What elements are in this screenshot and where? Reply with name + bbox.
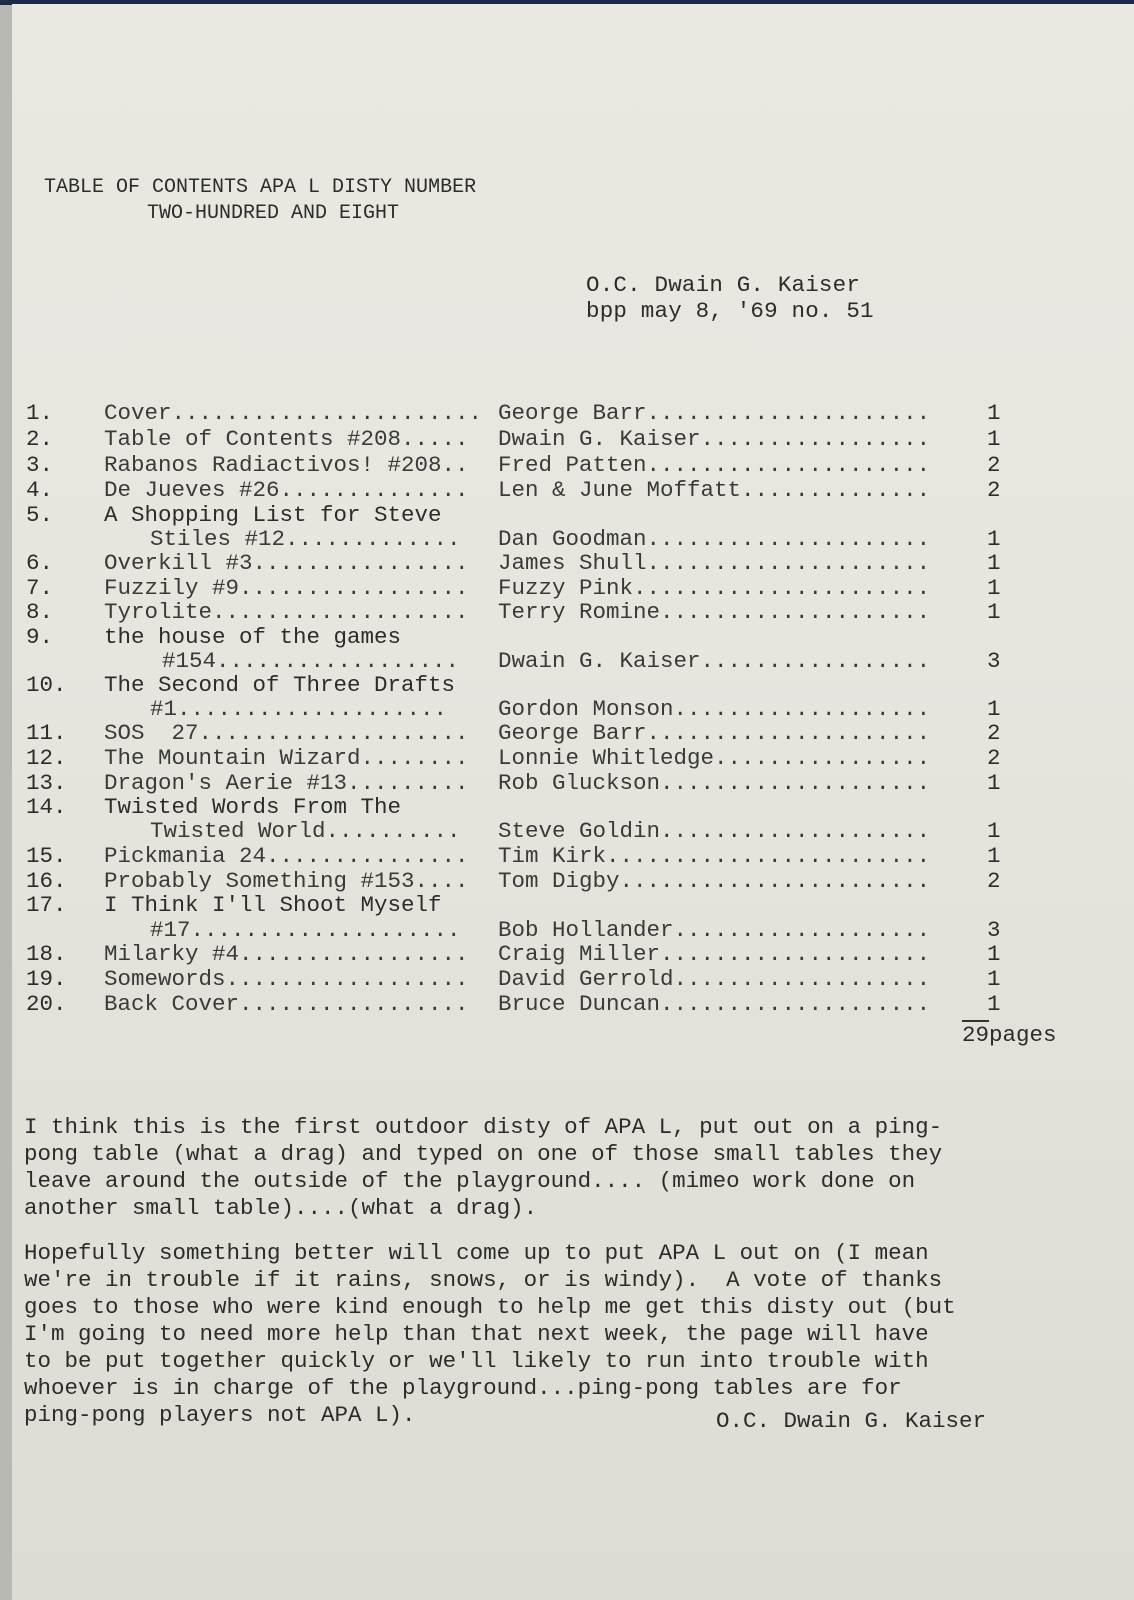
entry-number: 19. <box>26 966 67 992</box>
entry-author: Bob Hollander................... <box>498 917 931 943</box>
entry-pages: 1 <box>987 991 1001 1017</box>
toc-entry <box>12 966 1134 992</box>
entry-pages: 3 <box>987 917 1001 943</box>
entry-title: Twisted Words From The <box>104 794 402 820</box>
entry-number: 8. <box>26 599 54 625</box>
toc-heading-line-2: TWO-HUNDRED AND EIGHT <box>147 202 400 225</box>
toc-entry <box>12 599 1134 625</box>
toc-entry <box>12 745 1134 771</box>
entry-title: The Second of Three Drafts <box>104 672 456 698</box>
entry-title: Probably Something #153.... <box>104 868 469 894</box>
entry-number: 13. <box>26 770 67 796</box>
entry-title: De Jueves #26.............. <box>104 477 469 503</box>
entry-title-cont: Twisted World.......... <box>150 818 461 844</box>
entry-pages: 1 <box>987 426 1001 452</box>
body-line: I'm going to need more help than that next week, the page will have <box>24 1321 929 1347</box>
entry-title: Cover....................... <box>104 400 483 426</box>
body-line: ping-pong players not APA L). <box>24 1402 416 1428</box>
toc-heading-line-1: TABLE OF CONTENTS APA L DISTY NUMBER <box>44 176 477 199</box>
entry-number: 1. <box>26 400 54 426</box>
entry-pages: 1 <box>987 941 1001 967</box>
entry-author: Dwain G. Kaiser................. <box>498 648 931 674</box>
entry-pages: 1 <box>987 575 1001 601</box>
entry-pages: 1 <box>987 843 1001 869</box>
entry-title: Pickmania 24............... <box>104 843 469 869</box>
entry-author: Steve Goldin.................... <box>498 818 931 844</box>
toc-entry <box>12 770 1134 796</box>
entry-pages: 2 <box>987 452 1001 478</box>
body-line: we're in trouble if it rains, snows, or is windy). A vote of thanks <box>24 1267 943 1293</box>
toc-entry-continuation <box>12 526 1134 552</box>
entry-pages: 1 <box>987 696 1001 722</box>
entry-author: James Shull..................... <box>498 550 931 576</box>
entry-number: 10. <box>26 672 67 698</box>
body-line: I think this is the first outdoor disty of APA L, put out on a ping- <box>24 1114 943 1140</box>
entry-title: The Mountain Wizard........ <box>104 745 469 771</box>
entry-title: Table of Contents #208..... <box>104 426 469 452</box>
entry-title: Rabanos Radiactivos! #208.. <box>104 452 469 478</box>
entry-number: 3. <box>26 452 54 478</box>
entry-title: Overkill #3................ <box>104 550 469 576</box>
oc-name: O.C. Dwain G. Kaiser <box>586 272 861 298</box>
toc-entry <box>12 720 1134 746</box>
toc-entry <box>12 991 1134 1017</box>
entry-author: Len & June Moffatt.............. <box>498 477 931 503</box>
entry-pages: 3 <box>987 648 1001 674</box>
entry-number: 7. <box>26 575 54 601</box>
toc-entry <box>12 452 1134 478</box>
entry-number: 4. <box>26 477 54 503</box>
issue-info: bpp may 8, '69 no. 51 <box>586 298 874 324</box>
entry-title: Dragon's Aerie #13......... <box>104 770 469 796</box>
body-line: another small table)....(what a drag). <box>24 1195 538 1221</box>
entry-title-cont: #17.................... <box>150 917 461 943</box>
entry-author: Fuzzy Pink...................... <box>498 575 931 601</box>
entry-title: Milarky #4................. <box>104 941 469 967</box>
entry-number: 12. <box>26 745 67 771</box>
body-line: pong table (what a drag) and typed on one of those small tables they <box>24 1141 943 1167</box>
toc-entry <box>12 794 1134 820</box>
entry-title: Back Cover................. <box>104 991 469 1017</box>
entry-number: 2. <box>26 426 54 452</box>
entry-title-cont: #1.................... <box>150 696 448 722</box>
body-line: leave around the outside of the playground.... (mimeo work done on <box>24 1168 916 1194</box>
entry-author: Rob Gluckson.................... <box>498 770 931 796</box>
entry-pages: 2 <box>987 477 1001 503</box>
body-line: goes to those who were kind enough to help me get this disty out (but <box>24 1294 956 1320</box>
entry-author: Gordon Monson................... <box>498 696 931 722</box>
entry-number: 17. <box>26 892 67 918</box>
toc-entry <box>12 868 1134 894</box>
toc-entry <box>12 941 1134 967</box>
toc-entry <box>12 550 1134 576</box>
entry-author: Terry Romine.................... <box>498 599 931 625</box>
entry-number: 14. <box>26 794 67 820</box>
page-total-count: 29 <box>962 1022 990 1048</box>
entry-title: the house of the games <box>104 624 402 650</box>
toc-entry-continuation <box>12 648 1134 674</box>
entry-author: George Barr..................... <box>498 400 931 426</box>
entry-author: Lonnie Whitledge................ <box>498 745 931 771</box>
entry-pages: 1 <box>987 526 1001 552</box>
entry-title: A Shopping List for Steve <box>104 502 442 528</box>
entry-title: Fuzzily #9................. <box>104 575 469 601</box>
page-total <box>962 1022 1057 1048</box>
entry-author: Dan Goodman..................... <box>498 526 931 552</box>
entry-pages: 1 <box>987 818 1001 844</box>
entry-author: Bruce Duncan.................... <box>498 991 931 1017</box>
entry-pages: 1 <box>987 966 1001 992</box>
toc-entry <box>12 477 1134 503</box>
entry-author: Craig Miller.................... <box>498 941 931 967</box>
signature: O.C. Dwain G. Kaiser <box>716 1408 987 1434</box>
entry-title: Tyrolite................... <box>104 599 469 625</box>
toc-entry <box>12 575 1134 601</box>
entry-title-cont: #154.................. <box>162 648 460 674</box>
entry-pages: 1 <box>987 400 1001 426</box>
entry-number: 9. <box>26 624 54 650</box>
entry-pages: 1 <box>987 770 1001 796</box>
entry-author: Fred Patten..................... <box>498 452 931 478</box>
entry-pages: 1 <box>987 550 1001 576</box>
toc-entry <box>12 426 1134 452</box>
body-line: whoever is in charge of the playground...ping-pong tables are for <box>24 1375 902 1401</box>
entry-number: 18. <box>26 941 67 967</box>
toc-entry <box>12 502 1134 528</box>
entry-number: 11. <box>26 720 67 746</box>
toc-entry <box>12 672 1134 698</box>
toc-entry-continuation <box>12 818 1134 844</box>
entry-pages: 2 <box>987 745 1001 771</box>
entry-title-cont: Stiles #12............. <box>150 526 461 552</box>
toc-entry <box>12 624 1134 650</box>
entry-author: David Gerrold................... <box>498 966 931 992</box>
entry-author: George Barr..................... <box>498 720 931 746</box>
entry-pages: 1 <box>987 599 1001 625</box>
toc-entry-continuation <box>12 917 1134 943</box>
entry-author: Tim Kirk........................ <box>498 843 931 869</box>
entry-number: 5. <box>26 502 54 528</box>
entry-title: I Think I'll Shoot Myself <box>104 892 442 918</box>
body-line: Hopefully something better will come up to put APA L out on (I mean <box>24 1240 929 1266</box>
entry-pages: 2 <box>987 720 1001 746</box>
entry-pages: 2 <box>987 868 1001 894</box>
entry-author: Tom Digby....................... <box>498 868 931 894</box>
entry-author: Dwain G. Kaiser................. <box>498 426 931 452</box>
entry-title: SOS 27.................... <box>104 720 469 746</box>
toc-entry <box>12 400 1134 426</box>
body-line: to be put together quickly or we'll likely to run into trouble with <box>24 1348 929 1374</box>
entry-number: 16. <box>26 868 67 894</box>
toc-entry <box>12 843 1134 869</box>
page-total-label: pages <box>989 1022 1057 1048</box>
toc-entry <box>12 892 1134 918</box>
entry-number: 6. <box>26 550 54 576</box>
entry-title: Somewords.................. <box>104 966 469 992</box>
entry-number: 15. <box>26 843 67 869</box>
document-page <box>12 4 1134 1600</box>
entry-number: 20. <box>26 991 67 1017</box>
toc-entry-continuation <box>12 696 1134 722</box>
